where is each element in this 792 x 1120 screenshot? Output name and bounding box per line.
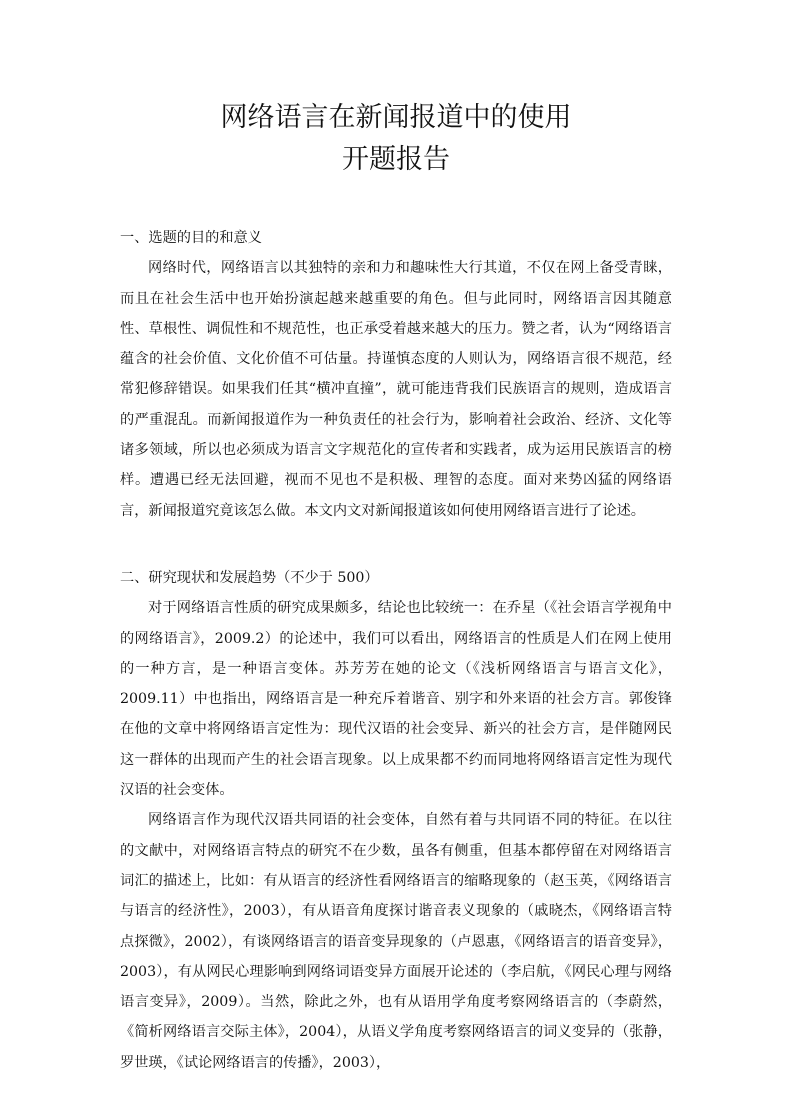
section-heading: 二、研究现状和发展趋势（不少于 500） xyxy=(120,570,379,586)
paragraph: 对于网络语言性质的研究成果颇多，结论也比较统一：在乔星（《社会语言学视角中的网络语言》，2009.2）的论述中，我们可以看出，网络语言的性质是人们在网上使用的一种方言，是一种语言变体。苏芳芳在她的论文（《浅析网络语言与语言文化》，2009.11）中也指出，网络语言是一种充斥着谐音、别字和外来语的社会方言。郭俊锋在他的文章中将网络语言定性为：现代汉语的社会变异、新兴的社会方言，是伴随网民这一群体的出现而产生的社会语言现象。以上成果都不约而同地将网络语言定性为现代汉语的社会变体。 xyxy=(120,600,672,799)
section-purpose xyxy=(120,223,672,526)
document-subtitle: 开题报告 xyxy=(342,144,450,175)
document-title: 网络语言在新闻报道中的使用 xyxy=(220,102,572,133)
paragraph: 网络语言作为现代汉语共同语的社会变体，自然有着与共同语不同的特征。在以往的文献中，对网络语言特点的研究不在少数，虽各有侧重，但基本都停留在对网络语言词汇的描述上，比如：有从语言的经济性看网络语言的缩略现象的（赵玉英，《网络语言与语言的经济性》，2003），有从语音角度探讨谐音表义现象的（戚晓杰，《网络语言特点探微》，2002），有谈网络语言的语音变异现象的（卢恩惠，《网络语言的语音变异》，2003），有从网民心理影响到网络词语变异方面展开论述的（李启航，《网民心理与网络语言变异》，2009）。当然，除此之外，也有从语用学角度考察网络语言的（李蔚然，《简析网络语言交际主体》，2004），从语义学角度考察网络语言的词义变异的（张静，罗世瑛，《试论网络语言的传播》，2003）， xyxy=(120,812,672,1071)
section-heading: 一、选题的目的和意义 xyxy=(120,230,262,246)
section-research-status xyxy=(120,563,672,1078)
paragraph: 网络时代，网络语言以其独特的亲和力和趣味性大行其道，不仅在网上备受青睐，而且在社会生活中也开始扮演起越来越重要的角色。但与此同时，网络语言因其随意性、草根性、调侃性和不规范性，也正承受着越来越大的压力。赞之者，认为“网络语言蕴含的社会价值、文化价值不可估量。持谨慎态度的人则认为，网络语言很不规范，经常犯修辞错误。如果我们任其“横冲直撞”，就可能违背我们民族语言的规则，造成语言的严重混乱。而新闻报道作为一种负责任的社会行为，影响着社会政治、经济、文化等诸多领域，所以也必须成为语言文字规范化的宣传者和实践者，成为运用民族语言的榜样。遭遇已经无法回避，视而不见也不是积极、理智的态度。面对来势凶猛的网络语言，新闻报道究竟该怎么做。本文内文对新闻报道该如何使用网络语言进行了论述。 xyxy=(120,260,672,519)
